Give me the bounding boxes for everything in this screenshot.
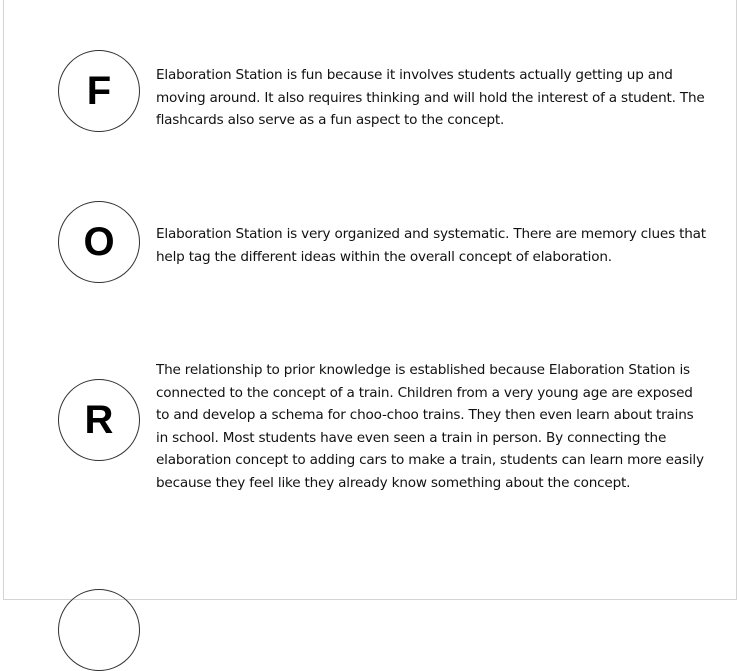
- letter-badge-r: [58, 379, 140, 461]
- letter-badge-o: [58, 201, 140, 283]
- letter-badge-next: [58, 589, 140, 671]
- section-r-text: The relationship to prior knowledge is established because Elaboration Station is connected to the concept of a train. Children from a very young age are exposed to and develop a schema for choo-choo trains. They then even learn about trains in school. Most students have even seen a train in person. By connecting the elaboration concept to adding cars to make a train, students can learn more easily because they feel like they already know something about the concept.: [156, 362, 704, 491]
- letter-badge-f: [58, 50, 140, 132]
- letter-o: O: [83, 219, 115, 264]
- document-page: [3, 0, 737, 600]
- section-o-text: Elaboration Station is very organized and systematic. There are memory clues that help tag the different ideas within the overall concept of elaboration.: [156, 226, 706, 265]
- section-f-text: Elaboration Station is fun because it involves students actually getting up and moving around. It also requires thinking and will hold the interest of a student. The flashcards also serve as a fun aspect to the concept.: [156, 67, 705, 128]
- letter-f: F: [86, 68, 112, 113]
- letter-r: R: [84, 397, 114, 442]
